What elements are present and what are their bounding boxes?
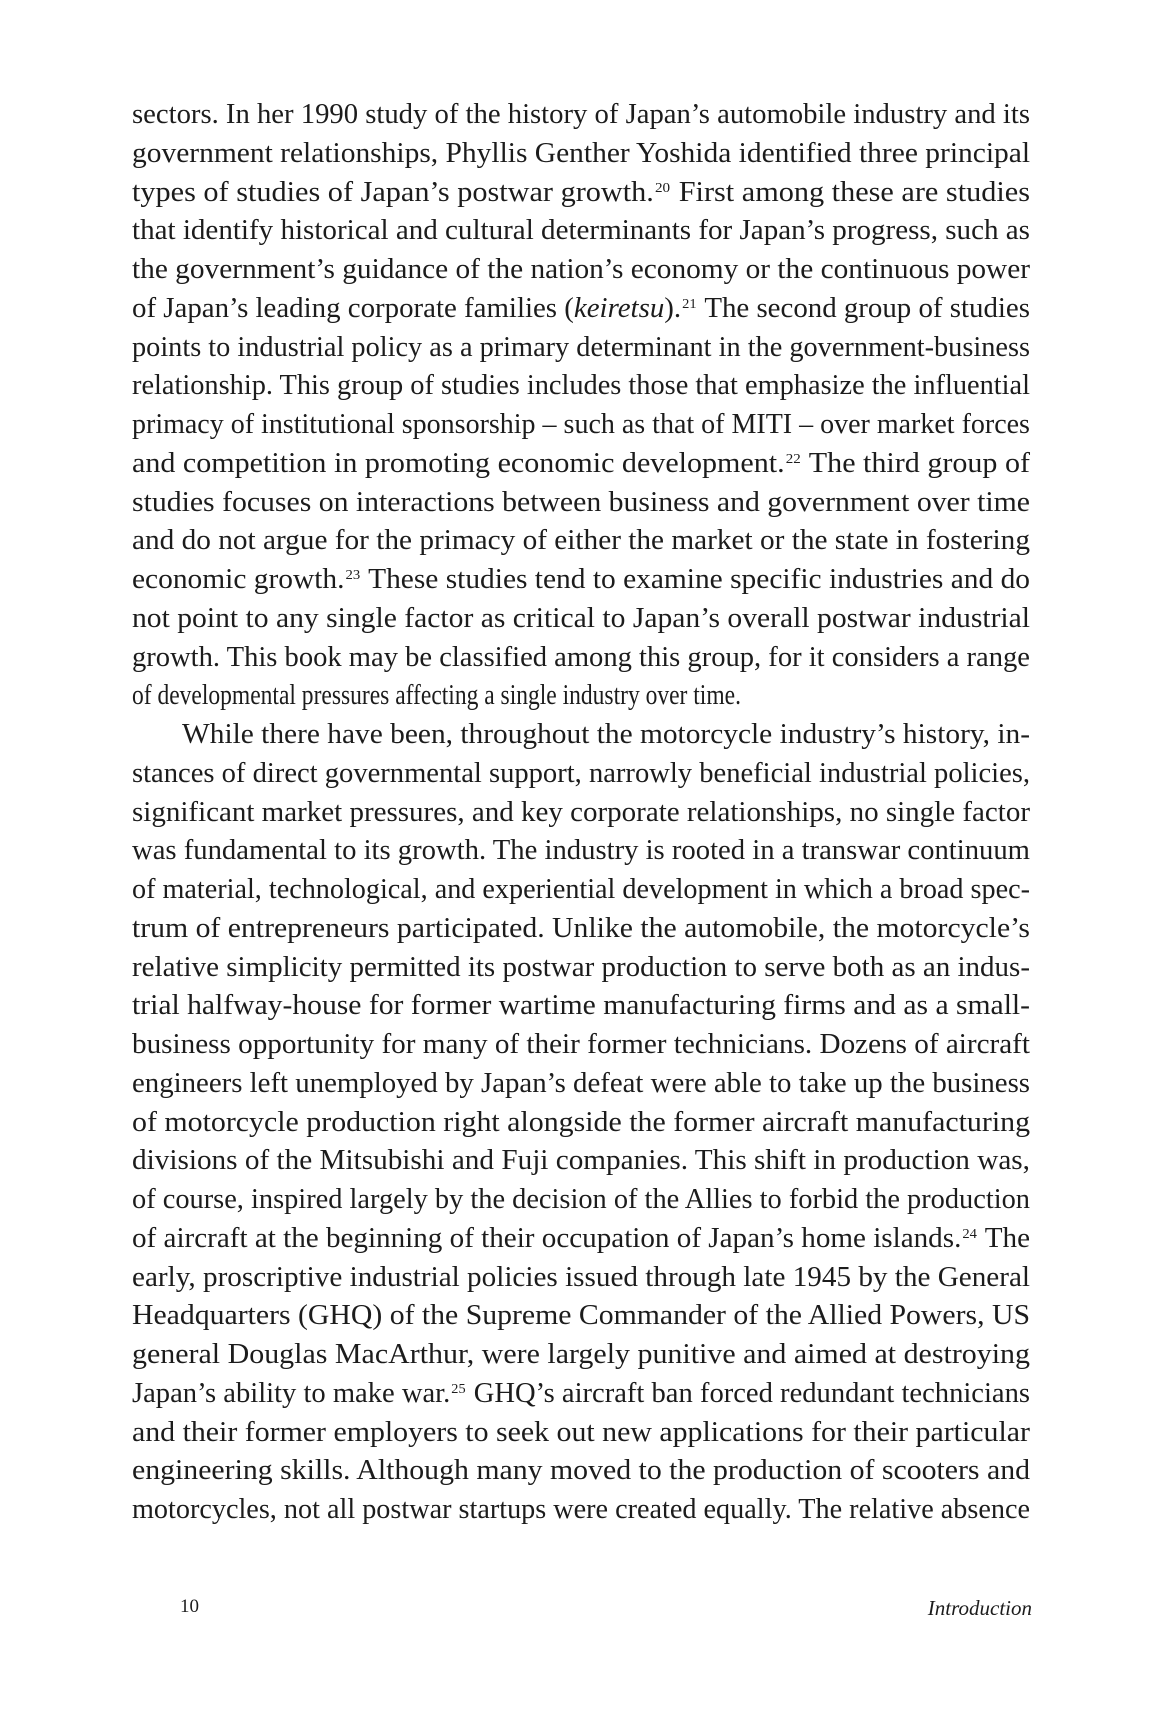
- footnote-ref[interactable]: 21: [682, 296, 697, 312]
- text-line-content: [132, 910, 1030, 949]
- text-line: [132, 600, 1030, 639]
- text-line-content: [132, 1336, 1030, 1375]
- text-line-content: [132, 484, 1030, 523]
- text-run: divisions of the Mitsubishi and Fuji companies. This shift in production was,: [132, 1145, 1030, 1177]
- text-run: The second group of studies: [697, 292, 1030, 324]
- text-line-content: [132, 561, 1030, 600]
- text-run: Headquarters (GHQ) of the Supreme Commander of the Allied Powers, US: [132, 1300, 1030, 1332]
- text-line-content: [132, 600, 1030, 639]
- text-line: [132, 367, 1030, 406]
- text-line: [132, 1375, 1030, 1414]
- text-run: early, proscriptive industrial policies issued through late 1945 by the General: [132, 1261, 1031, 1293]
- text-line-content: [132, 677, 741, 716]
- text-run: While there have been, throughout the motorcycle industry’s history, in-: [182, 719, 1031, 750]
- text-line-content: [132, 949, 1030, 988]
- text-run: the government’s guidance of the nation’s economy or the continuous power: [132, 254, 1031, 285]
- text-run: First among these are studies: [671, 176, 1030, 208]
- text-run: economic growth.: [132, 564, 345, 595]
- text-line: [132, 716, 1030, 755]
- text-line: [132, 1065, 1030, 1104]
- text-line: [132, 561, 1030, 600]
- text-line-content: [132, 174, 1030, 213]
- text-line-content: [132, 832, 1030, 871]
- text-line: [132, 1181, 1030, 1220]
- text-run: of aircraft at the beginning of their occupation of Japan’s home islands.: [132, 1222, 962, 1254]
- text-run: trum of entrepreneurs participated. Unlike the automobile, the motorcycle’s: [132, 912, 1030, 944]
- text-line: [132, 1297, 1030, 1336]
- text-run: and their former employers to seek out new applications for their particular: [132, 1416, 1030, 1448]
- text-run: The third group of: [801, 447, 1030, 479]
- text-line: [132, 1452, 1030, 1491]
- text-line-content: [132, 1220, 1030, 1259]
- text-line: [132, 1104, 1030, 1143]
- text-line: [132, 1259, 1030, 1298]
- text-line: [132, 832, 1030, 871]
- text-line-content: [132, 367, 1030, 406]
- text-line: [132, 1336, 1030, 1375]
- text-line-content: [132, 1452, 1030, 1491]
- text-line-content: [132, 987, 1030, 1026]
- text-line: [132, 329, 1030, 368]
- text-line-content: [132, 96, 1030, 135]
- text-line: [132, 484, 1030, 523]
- text-line: [132, 1491, 1030, 1530]
- text-line-content: [132, 871, 1030, 910]
- text-line-content: [132, 1259, 1030, 1298]
- text-line-content: [132, 135, 1030, 174]
- text-line-content: [132, 290, 1030, 329]
- text-run: growth. This book may be classified among this group, for it considers a range: [132, 641, 1030, 673]
- text-line-content: [132, 1142, 1030, 1181]
- page-number: 10: [180, 1596, 199, 1617]
- text-line-content: [132, 1026, 1030, 1065]
- text-run: ).: [664, 292, 682, 324]
- footnote-ref[interactable]: 22: [785, 451, 801, 467]
- text-line-content: [132, 1104, 1030, 1143]
- text-run: engineers left unemployed by Japan’s defeat were able to take up the business: [132, 1067, 1031, 1099]
- text-line-content: [132, 329, 1030, 368]
- paragraph: [132, 96, 1030, 716]
- text-line-content: [132, 794, 1030, 833]
- text-line: [132, 1142, 1030, 1181]
- text-run: of material, technological, and experiential development in which a broad spec-: [132, 874, 1030, 905]
- text-line-content: [132, 212, 1030, 251]
- text-run: of course, inspired largely by the decision of the Allies to forbid the production: [132, 1184, 1031, 1215]
- text-line-content: [132, 1491, 1030, 1530]
- text-line-content: [132, 445, 1030, 484]
- text-line-content: [132, 406, 1030, 445]
- text-line: [132, 910, 1030, 949]
- text-run: was fundamental to its growth. The industry is rooted in a transwar continuum: [132, 835, 1030, 867]
- text-line: [132, 1414, 1030, 1453]
- text-line: [132, 1220, 1030, 1259]
- text-line-content: [132, 1297, 1030, 1336]
- text-run: These studies tend to examine specific industries and do: [361, 564, 1031, 595]
- text-run: relationship. This group of studies includes those that emphasize the influential: [132, 370, 1031, 402]
- text-line: [132, 135, 1030, 174]
- text-line-content: [132, 1375, 1030, 1414]
- text-run: government relationships, Phyllis Genther Yoshida identified three principal: [132, 137, 1031, 169]
- text-line: [132, 987, 1030, 1026]
- text-line: [132, 251, 1030, 290]
- text-line-content: [132, 1181, 1030, 1220]
- text-line: [132, 1026, 1030, 1065]
- text-run: The: [977, 1222, 1031, 1254]
- text-line: [132, 794, 1030, 833]
- footnote-ref[interactable]: 25: [451, 1381, 466, 1397]
- text-line: [132, 174, 1030, 213]
- text-run: of motorcycle production right alongside the former aircraft manufacturing: [132, 1106, 1031, 1138]
- text-run: sectors. In her 1990 study of the history of Japan’s automobile industry and its: [132, 99, 1030, 130]
- text-line-content: [132, 639, 1030, 678]
- text-line: [132, 96, 1030, 135]
- footnote-ref[interactable]: 23: [345, 568, 361, 583]
- text-run: primacy of institutional sponsorship – such as that of MITI – over market forces: [132, 409, 1030, 440]
- text-line: [132, 290, 1030, 329]
- text-run: not point to any single factor as critical to Japan’s overall postwar industrial: [132, 602, 1031, 634]
- footnote-ref[interactable]: 24: [962, 1226, 977, 1242]
- paragraph: [132, 716, 1030, 1530]
- text-line: [132, 755, 1030, 794]
- italic-term: keiretsu: [573, 292, 665, 324]
- text-line: [132, 522, 1030, 561]
- running-head: Introduction: [927, 1596, 1032, 1620]
- text-run: and competition in promoting economic development.: [132, 447, 785, 479]
- text-run: of developmental pressures affecting a single industry over time.: [132, 680, 741, 712]
- text-run: points to industrial policy as a primary determinant in the government-business: [132, 331, 1030, 363]
- text-line-content: [132, 522, 1030, 561]
- text-run: motorcycles, not all postwar startups were created equally. The relative absence: [132, 1494, 1030, 1525]
- text-run: business opportunity for many of their former technicians. Dozens of aircraft: [132, 1029, 1030, 1060]
- text-line: [132, 639, 1030, 678]
- text-line-content: [132, 251, 1030, 290]
- text-run: stances of direct governmental support, narrowly beneficial industrial policies,: [132, 757, 1031, 789]
- text-line: [132, 677, 1030, 716]
- text-run: Japan’s ability to make war.: [132, 1377, 451, 1409]
- page-footer: [0, 1596, 1160, 1626]
- text-run: studies focuses on interactions between business and government over time: [132, 486, 1030, 518]
- text-run: and do not argue for the primacy of either the market or the state in fostering: [132, 525, 1030, 557]
- text-line: [132, 445, 1030, 484]
- text-run: trial halfway-house for former wartime manufacturing firms and as a small-: [132, 990, 1031, 1022]
- body-text: [132, 96, 1030, 1530]
- text-line-content: [182, 716, 1030, 755]
- text-run: of Japan’s leading corporate families (: [132, 292, 574, 324]
- text-run: types of studies of Japan’s postwar growth.: [132, 176, 654, 208]
- text-line: [132, 406, 1030, 445]
- text-run: significant market pressures, and key corporate relationships, no single factor: [132, 796, 1030, 828]
- text-line: [132, 871, 1030, 910]
- text-run: relative simplicity permitted its postwar production to serve both as an indus-: [132, 951, 1031, 983]
- text-run: general Douglas MacArthur, were largely punitive and aimed at destroying: [132, 1339, 1031, 1370]
- text-run: that identify historical and cultural determinants for Japan’s progress, such as: [132, 215, 1030, 247]
- text-run: engineering skills. Although many moved to the production of scooters and: [132, 1455, 1031, 1487]
- text-line: [132, 212, 1030, 251]
- text-line-content: [132, 1414, 1030, 1453]
- text-run: GHQ’s aircraft ban forced redundant technicians: [466, 1377, 1031, 1409]
- text-line-content: [132, 1065, 1030, 1104]
- footnote-ref[interactable]: 20: [654, 180, 671, 196]
- text-line-content: [132, 755, 1030, 794]
- text-line: [132, 949, 1030, 988]
